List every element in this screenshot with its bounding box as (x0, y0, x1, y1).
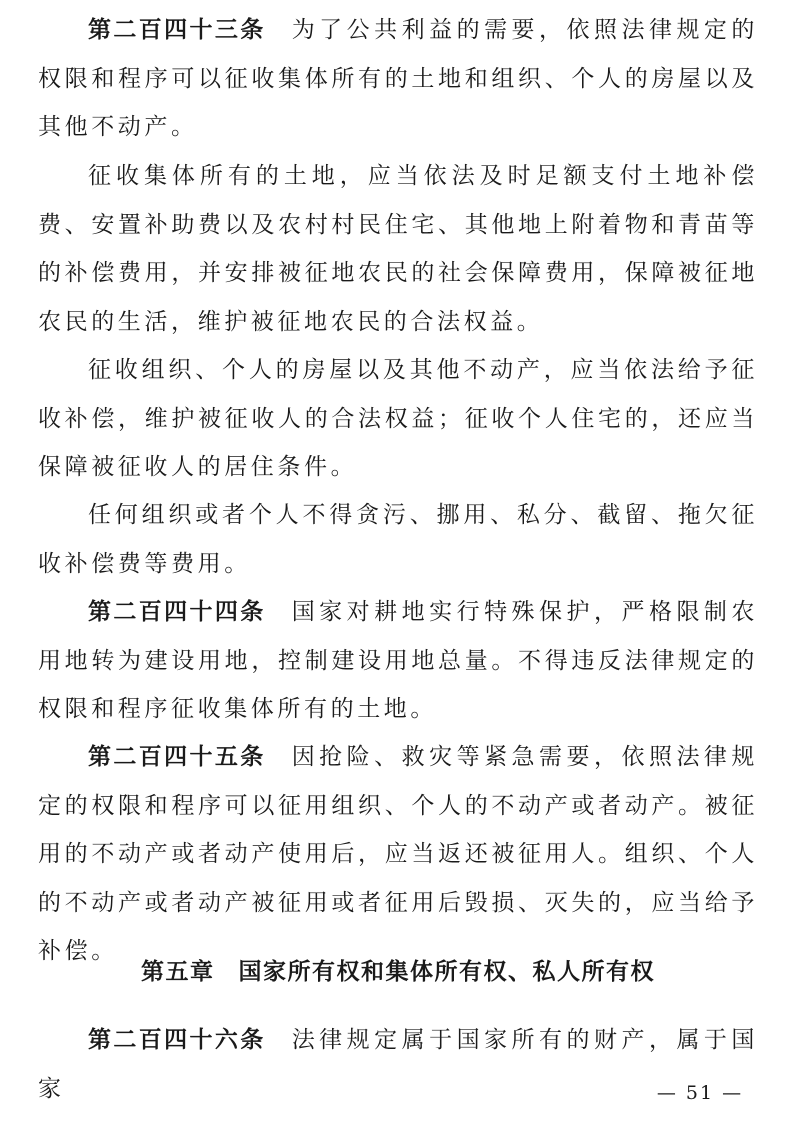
article-244-paragraph (38, 588, 758, 734)
article-243-paragraph-3 (38, 346, 758, 492)
paragraph-text: 国家对耕地实行特殊保护，严格限制农用地转为建设用地，控制建设用地总量。不得违反法律规定的权限和程序征收集体所有的土地。 (38, 599, 759, 722)
paragraph-text: 任何组织或者个人不得贪污、挪用、私分、截留、拖欠征收补偿费等费用。 (38, 502, 758, 577)
chapter-heading (38, 953, 758, 986)
paragraph-text: 征收集体所有的土地，应当依法及时足额支付土地补偿费、安置补助费以及农村村民住宅、其他地上附着物和青苗等的补偿费用，并安排被征地农民的社会保障费用，保障被征地农民的生活，维护被征地农民的合法权益。 (38, 163, 758, 335)
article-number: 第二百四十五条 (88, 744, 266, 770)
article-245-paragraph (38, 733, 758, 976)
article-number: 第二百四十四条 (88, 599, 266, 625)
chapter-number: 第五章 (141, 959, 215, 985)
paragraph-text: 为了公共利益的需要，依照法律规定的权限和程序可以征收集体所有的土地和组织、个人的房屋以及其他不动产。 (38, 17, 759, 140)
paragraph-text: 法律规定属于国家所有的财产，属于国家 (38, 1027, 759, 1102)
article-243-paragraph-4 (38, 491, 758, 588)
article-243-paragraph (38, 6, 758, 152)
paragraph-text: 征收组织、个人的房屋以及其他不动产，应当依法给予征收补偿，维护被征收人的合法权益；征收个人住宅的，还应当保障被征收人的居住条件。 (38, 357, 758, 480)
chapter-title: 国家所有权和集体所有权、私人所有权 (238, 959, 655, 985)
article-number: 第二百四十三条 (88, 17, 266, 43)
article-number: 第二百四十六条 (88, 1027, 266, 1053)
paragraph-text: 因抢险、救灾等紧急需要，依照法律规定的权限和程序可以征用组织、个人的不动产或者动产。被征用的不动产或者动产使用后，应当返还被征用人。组织、个人的不动产或者动产被征用或者征用后毁损、灭失的，应当给予补偿。 (38, 744, 759, 964)
page-number: — 51 — (656, 1082, 744, 1104)
article-243-paragraph-2 (38, 152, 758, 346)
